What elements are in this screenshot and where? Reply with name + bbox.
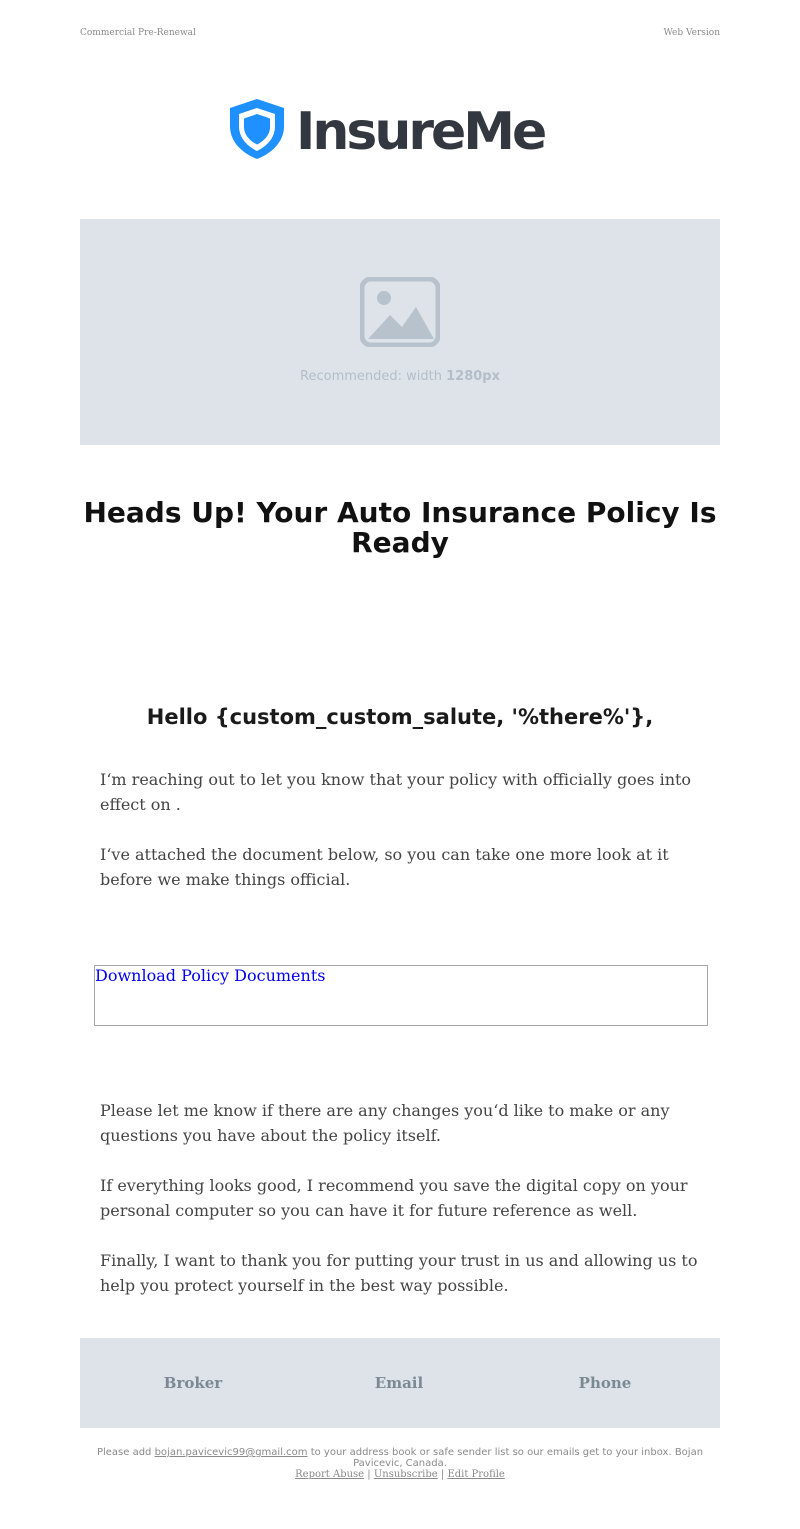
- footer-links: Report Abuse | Unsubscribe | Edit Profile: [295, 1469, 505, 1480]
- email-link[interactable]: Email: [374, 1374, 424, 1392]
- preheader-label: Commercial Pre-Renewal: [80, 28, 196, 38]
- body-paragraph-2: I‘ve attached the document below, so you can take one more look at it before we make things official.: [100, 845, 669, 889]
- footer: [90, 1447, 710, 1480]
- top-bar: [80, 26, 720, 42]
- download-policy-documents-link[interactable]: Download Policy Documents: [95, 966, 326, 985]
- safe-sender-notice: Please add bojan.pavicevic99@gmail.com to your address book or safe sender list so our emails get to your inbox. Bojan Pavicevic, Canada.: [96, 1447, 704, 1469]
- hero-image-placeholder: [80, 219, 720, 445]
- body-paragraph-5: Finally, I want to thank you for putting your trust in us and allowing us to help you protect yourself in the best way possible.: [100, 1251, 698, 1295]
- sender-email-link[interactable]: bojan.pavicevic99@gmail.com: [154, 1447, 308, 1458]
- body-paragraph-1: I‘m reaching out to let you know that your policy with officially goes into effect on .: [100, 770, 692, 814]
- broker-link[interactable]: Broker: [163, 1374, 223, 1392]
- brand-logo[interactable]: [224, 96, 545, 164]
- body-paragraph-4: If everything looks good, I recommend you save the digital copy on your personal computer so you can have it for future reference as well.: [100, 1176, 688, 1220]
- body-paragraph-3: Please let me know if there are any changes you‘d like to make or any questions you have about the policy itself.: [100, 1101, 670, 1145]
- web-version-link[interactable]: Web Version: [663, 28, 720, 38]
- shield-icon: [224, 96, 290, 162]
- contact-bar: [80, 1338, 720, 1428]
- phone-link[interactable]: Phone: [578, 1374, 632, 1392]
- report-abuse-link[interactable]: Report Abuse: [295, 1469, 365, 1480]
- unsubscribe-link[interactable]: Unsubscribe: [373, 1469, 438, 1480]
- greeting: Hello {custom_custom_salute, '%there%'},: [146, 705, 654, 729]
- image-placeholder-icon: [360, 277, 440, 347]
- brand-wordmark: InsureMe: [296, 102, 545, 162]
- page-heading: Heads Up! Your Auto Insurance Policy Is Ready: [83, 496, 717, 559]
- edit-profile-link[interactable]: Edit Profile: [447, 1469, 505, 1480]
- recommended-width-text: Recommended: width 1280px: [300, 369, 500, 384]
- download-button-container: [94, 965, 708, 1026]
